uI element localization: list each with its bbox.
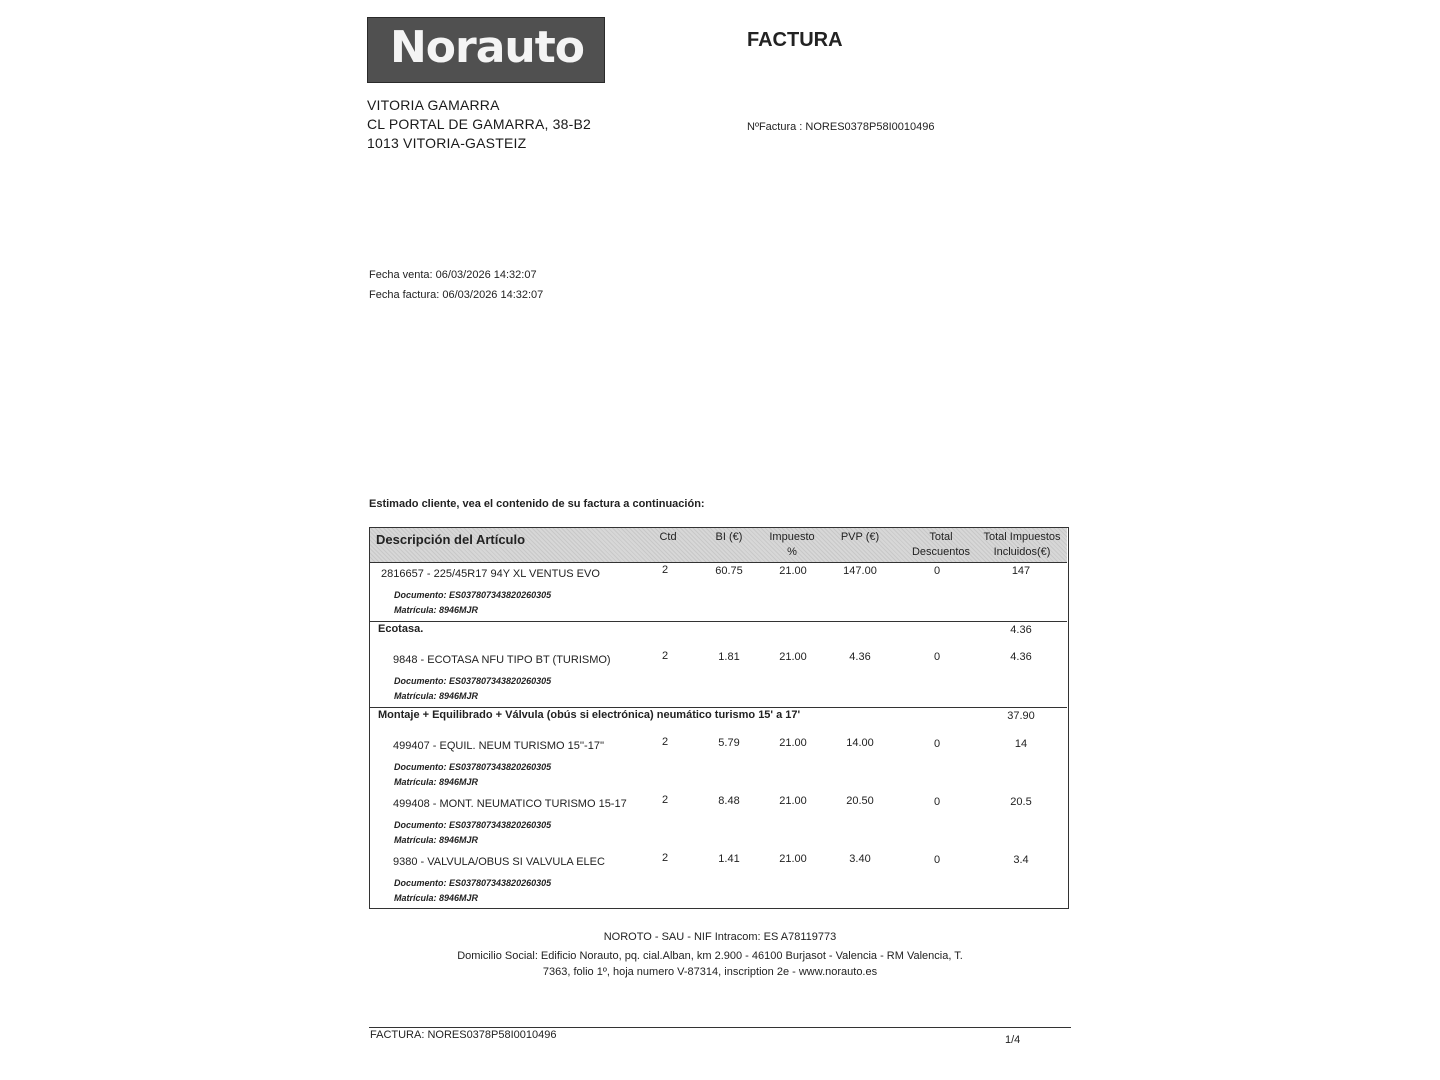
item-total: 4.36 (1010, 651, 1032, 663)
item-qty: 2 (661, 736, 669, 748)
item-tax: 21.00 (779, 651, 807, 663)
item-documento: Documento: ES037807343820260305 (394, 762, 552, 772)
item-bi: 60.75 (715, 565, 743, 577)
group-label: Ecotasa. (378, 623, 424, 635)
page-number: 1/4 (1005, 1034, 1021, 1046)
header-discounts-line2: Descuentos (911, 546, 971, 558)
row-divider (370, 621, 1067, 622)
item-tax: 21.00 (779, 795, 807, 807)
group-label: Montaje + Equilibrado + Válvula (obús si electrónica) neumático turismo 15' a 17' (378, 709, 801, 721)
header-qty: Ctd (659, 531, 677, 543)
header-discounts-line1: Total (929, 531, 953, 543)
footer-divider (369, 1027, 1071, 1028)
item-pvp: 4.36 (849, 651, 871, 663)
item-matricula: Matrícula: 8946MJR (394, 777, 479, 787)
header-tax (761, 530, 823, 560)
intro-text: Estimado cliente, vea el contenido de su factura a continuación: (369, 498, 705, 510)
item-matricula: Matrícula: 8946MJR (394, 691, 479, 701)
document-title: FACTURA (747, 29, 843, 51)
header-pvp: PVP (€) (840, 531, 880, 543)
header-description: Descripción del Artículo (376, 532, 526, 547)
item-qty: 2 (661, 852, 669, 864)
item-bi: 8.48 (718, 795, 740, 807)
item-qty: 2 (661, 564, 669, 576)
item-total: 14 (1014, 738, 1028, 750)
item-discount: 0 (933, 651, 941, 663)
header-bi: BI (€) (715, 531, 743, 543)
item-bi: 1.81 (718, 651, 740, 663)
header-tax-line2: % (787, 546, 797, 558)
item-discount: 0 (933, 796, 941, 808)
header-total (977, 530, 1067, 560)
footer-address-line1: Domicilio Social: Edificio Norauto, pq. cial.Alban, km 2.900 - 46100 Burjasot - Valencia - RM Valencia, T. (457, 950, 963, 962)
item-bi: 5.79 (718, 737, 740, 749)
header-total-line2: Incluidos(€) (993, 546, 1051, 558)
item-documento: Documento: ES037807343820260305 (394, 676, 552, 686)
item-documento: Documento: ES037807343820260305 (394, 878, 552, 888)
item-documento: Documento: ES037807343820260305 (394, 820, 552, 830)
invoice-date: Fecha factura: 06/03/2026 14:32:07 (369, 289, 544, 301)
store-name: VITORIA GAMARRA (367, 97, 500, 113)
item-qty: 2 (661, 650, 669, 662)
item-discount: 0 (933, 565, 941, 577)
item-description: 2816657 - 225/45R17 94Y XL VENTUS EVO (381, 568, 600, 580)
row-divider (370, 707, 1067, 708)
footer-invoice-ref: FACTURA: NORES0378P58I0010496 (370, 1029, 557, 1041)
footer-address-line2: 7363, folio 1º, hoja numero V-87314, inscription 2e - www.norauto.es (542, 966, 878, 978)
item-description: 499407 - EQUIL. NEUM TURISMO 15''-17'' (393, 740, 605, 752)
item-total: 147 (1011, 565, 1031, 577)
item-pvp: 147.00 (843, 565, 877, 577)
item-matricula: Matrícula: 8946MJR (394, 605, 479, 615)
item-matricula: Matrícula: 8946MJR (394, 893, 479, 903)
group-total: 37.90 (1007, 710, 1035, 722)
store-street: CL PORTAL DE GAMARRA, 38-B2 (367, 116, 592, 132)
header-total-line1: Total Impuestos (983, 531, 1061, 543)
item-description: 9380 - VALVULA/OBUS SI VALVULA ELEC (393, 856, 605, 868)
table-header (370, 528, 1067, 563)
item-bi: 1.41 (718, 853, 740, 865)
header-tax-line1: Impuesto (769, 531, 815, 543)
item-total: 20.5 (1010, 796, 1032, 808)
norauto-logo (367, 17, 605, 83)
items-table (369, 527, 1069, 909)
item-total: 3.4 (1013, 854, 1029, 866)
item-tax: 21.00 (779, 737, 807, 749)
item-documento: Documento: ES037807343820260305 (394, 590, 552, 600)
group-total: 4.36 (1010, 624, 1032, 636)
item-pvp: 14.00 (846, 737, 874, 749)
item-matricula: Matrícula: 8946MJR (394, 835, 479, 845)
item-discount: 0 (933, 854, 941, 866)
logo-text: Norauto (389, 22, 585, 73)
item-tax: 21.00 (779, 565, 807, 577)
sale-date: Fecha venta: 06/03/2026 14:32:07 (369, 269, 537, 281)
footer-company: NOROTO - SAU - NIF Intracom: ES A78119773 (603, 931, 837, 943)
item-discount: 0 (933, 738, 941, 750)
item-pvp: 3.40 (849, 853, 871, 865)
item-description: 9848 - ECOTASA NFU TIPO BT (TURISMO) (393, 654, 611, 666)
invoice-number: NºFactura : NORES0378P58I0010496 (747, 121, 935, 133)
store-city: 1013 VITORIA-GASTEIZ (367, 135, 527, 151)
item-tax: 21.00 (779, 853, 807, 865)
header-discounts (906, 530, 976, 560)
item-pvp: 20.50 (846, 795, 874, 807)
item-description: 499408 - MONT. NEUMATICO TURISMO 15-17 (393, 798, 627, 810)
item-qty: 2 (661, 794, 669, 806)
